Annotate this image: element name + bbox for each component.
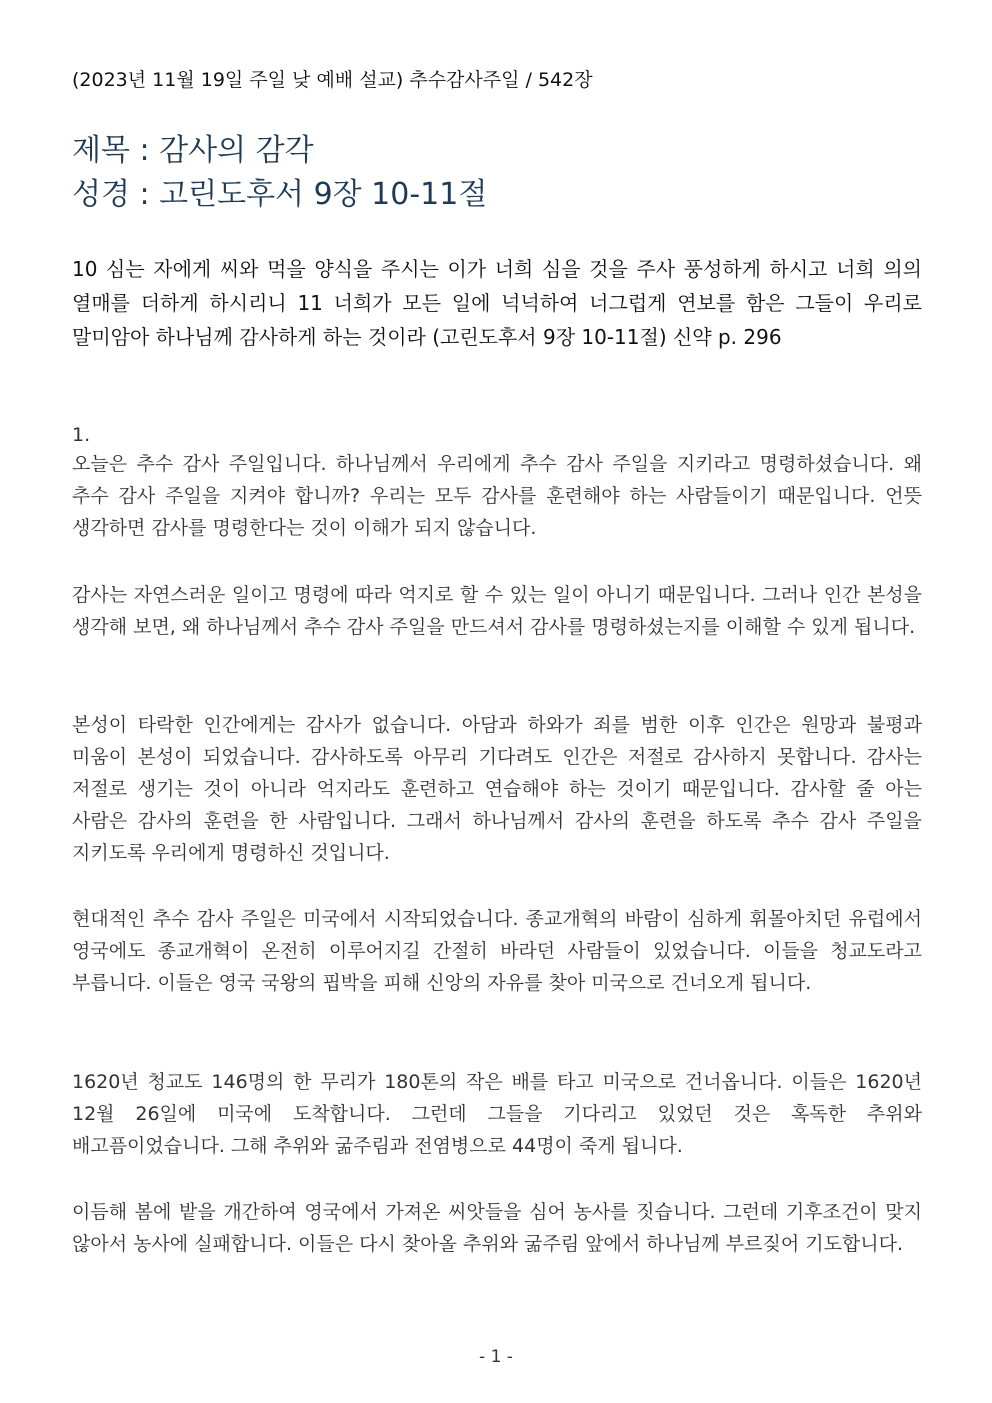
body-paragraph: 현대적인 추수 감사 주일은 미국에서 시작되었습니다. 종교개혁의 바람이 심하게 휘몰아치던 유럽에서 영국에도 종교개혁이 온전히 이루어지길 간절히 바라던 사람들이 있었습니다. 이들을 청교도라고 부릅니다. 이들은 영국 국왕의 핍박을 피해 신앙의 자유를 찾아 미국으로 건너오게 됩니다. [72, 908, 922, 994]
body-paragraph: 1620년 청교도 146명의 한 무리가 180톤의 작은 배를 타고 미국으로 건너옵니다. 이들은 1620년 12월 26일에 미국에 도착합니다. 그런데 그들을 기다리고 있었던 것은 혹독한 추위와 배고픔이었습니다. 그해 추위와 굶주림과 전염병으로 44명이 죽게 됩니다. [72, 1071, 922, 1157]
section-number: 1. [72, 424, 91, 446]
body-paragraph: 오늘은 추수 감사 주일입니다. 하나님께서 우리에게 추수 감사 주일을 지키라고 명령하셨습니다. 왜 추수 감사 주일을 지켜야 합니까? 우리는 모두 감사를 훈련해야 하는 사람들이기 때문입니다. 언뜻 생각하면 감사를 명령한다는 것이 이해가 되지 않습니다. [72, 453, 922, 539]
scripture-verse: 10 심는 자에게 씨와 먹을 양식을 주시는 이가 너희 심을 것을 주사 풍성하게 하시고 너희 의의 열매를 더하게 하시리니 11 너희가 모든 일에 넉넉하여 너그럽게 연보를 함은 그들이 우리로 말미암아 하나님께 감사하게 하는 것이라 (고린도후서 9장 10-11절) 신약 p. 296 [72, 257, 922, 349]
sermon-header: (2023년 11월 19일 주일 낮 예배 설교) 추수감사주일 / 542장 [72, 69, 593, 91]
body-paragraph: 이듬해 봄에 밭을 개간하여 영국에서 가져온 씨앗들을 심어 농사를 짓습니다. 그런데 기후조건이 맞지 않아서 농사에 실패합니다. 이들은 다시 찾아올 추위와 굶주림 앞에서 하나님께 부르짖어 기도합니다. [72, 1201, 922, 1255]
sermon-title: 제목 : 감사의 감각 [72, 133, 314, 168]
body-paragraph: 본성이 타락한 인간에게는 감사가 없습니다. 아담과 하와가 죄를 범한 이후 인간은 원망과 불평과 미움이 본성이 되었습니다. 감사하도록 아무리 기다려도 인간은 저절로 감사하지 못합니다. 감사는 저절로 생기는 것이 아니라 억지라도 훈련하고 연습해야 하는 것이기 때문입니다. 감사할 줄 아는 사람은 감사의 훈련을 한 사람입니다. 그래서 하나님께서 감사의 훈련을 하도록 추수 감사 주일을 지키도록 우리에게 명령하신 것입니다. [72, 714, 922, 864]
body-paragraph: 감사는 자연스러운 일이고 명령에 따라 억지로 할 수 있는 일이 아니기 때문입니다. 그러나 인간 본성을 생각해 보면, 왜 하나님께서 추수 감사 주일을 만드셔서 감사를 명령하셨는지를 이해할 수 있게 됩니다. [72, 584, 922, 638]
scripture-reference: 성경 : 고린도후서 9장 10-11절 [72, 177, 488, 212]
page-number: - 1 - [479, 1347, 513, 1367]
